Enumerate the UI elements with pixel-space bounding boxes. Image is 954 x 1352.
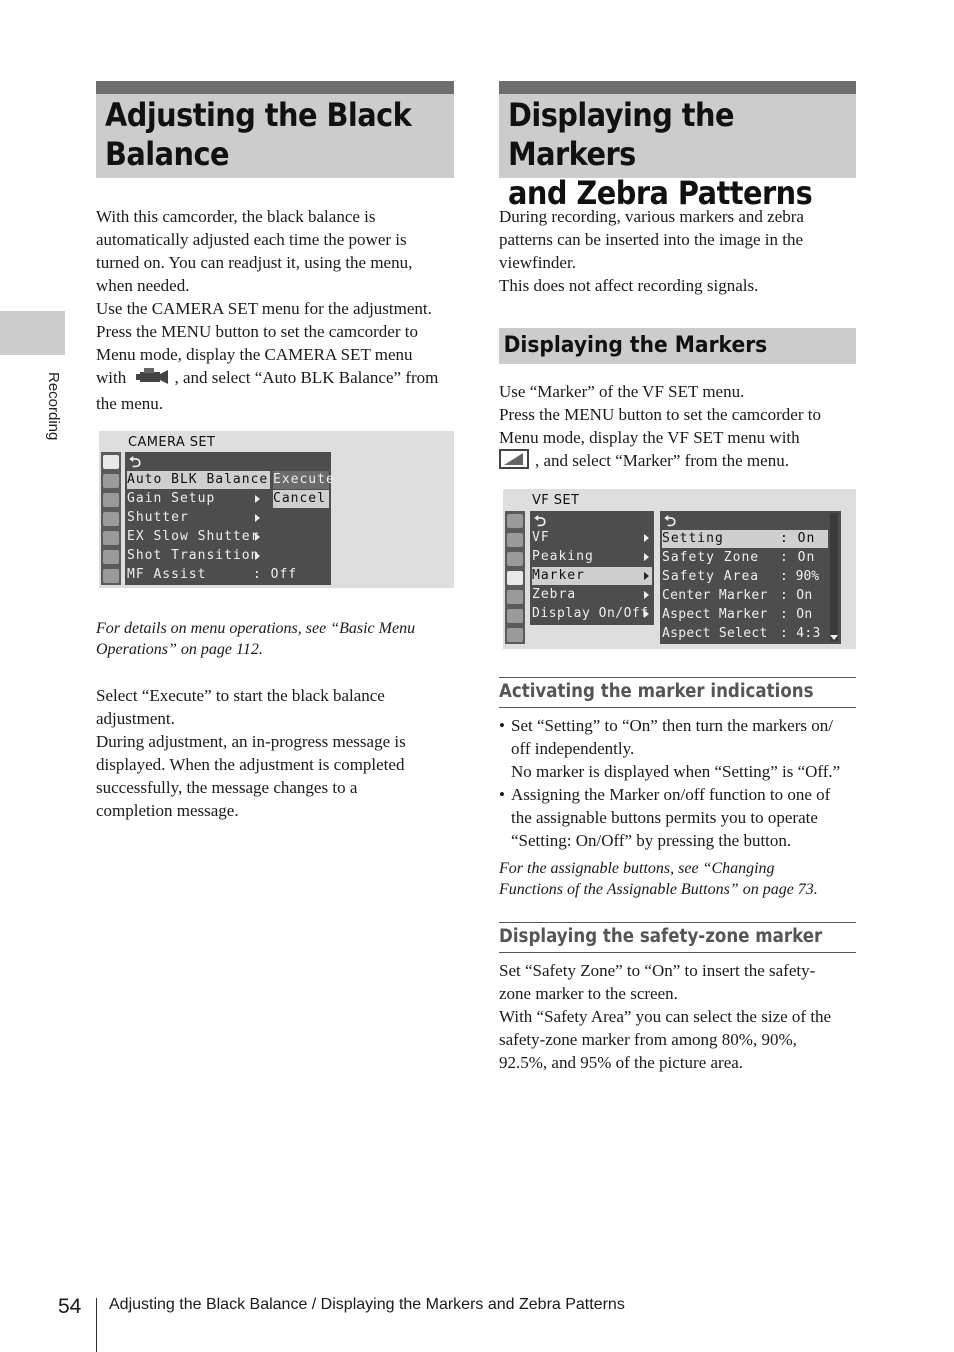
submenu-item-safety-area[interactable]: Safety Area : 90% [662,569,820,584]
subheading-safety-zone: Displaying the safety-zone marker [499,926,823,947]
submenu-arrow-icon [644,534,649,542]
return-icon[interactable]: ⮌ [129,453,142,471]
vf-set-menu-list [530,511,654,625]
menu-item-vf[interactable]: VF [532,530,550,545]
left-title-box [96,81,454,178]
bullet-item: • Set “Setting” to “On” then turn the markers on/ off independently. No marker is displayed when “Setting” is “Off.” [499,714,864,783]
right-title: Displaying the Markers and Zebra Patterns [508,96,813,212]
return-icon[interactable]: ⮌ [664,512,677,530]
camera-set-menu-screen [99,431,454,588]
submenu-item-aspect-marker[interactable]: Aspect Marker : On [662,607,813,622]
right-title-box [499,81,856,212]
submenu-item-aspect-select[interactable]: Aspect Select : 4:3 [662,626,821,641]
others-grid-icon [103,569,119,583]
submenu-arrow-icon [644,591,649,599]
camera-icon [134,366,170,392]
camera-set-menu-list [125,452,335,585]
menu-item-shot-transition[interactable]: Shot Transition [127,548,260,563]
subheading-safety-zone-box [499,922,856,953]
marker-submenu [660,511,841,644]
menu-item-marker[interactable]: Marker [532,567,652,585]
scroll-down-arrow-icon[interactable] [830,635,838,640]
section-heading-box [499,328,856,364]
subheading-activating: Activating the marker indications [499,681,814,702]
right-note: For the assignable buttons, see “Changing Functions of the Assignable Buttons” on page 73. [499,860,818,898]
side-tab [0,311,65,355]
menu-item-ex-slow-shutter[interactable]: EX Slow Shutter [127,529,260,544]
left-title: Adjusting the Black Balance [105,96,412,173]
other-icon [103,550,119,564]
menu-item-shutter[interactable]: Shutter [127,510,189,525]
option-execute[interactable]: Execute [273,472,335,487]
left-intro: With this camcorder, the black balance is automatically adjusted each time the power is turned on. You can readjust it, using the menu, when needed. Use the CAMERA SET menu for the adjustment. Press the MENU button to set the camcorder to Menu mode, display the CAMERA SET menu with , and select “Auto BLK Balance” from the menu. [96,207,439,414]
menu-item-zebra[interactable]: Zebra [532,587,577,602]
camera-set-menu-title: CAMERA SET [128,435,216,450]
submenu-item-center-marker[interactable]: Center Marker : On [662,588,813,603]
other-icon [507,609,523,623]
submenu-arrow-icon [255,495,260,503]
subheading-activating-box [499,677,856,708]
menu-icon-strip [101,452,121,585]
others-grid-icon [507,628,523,642]
section-heading: Displaying the Markers [503,333,768,358]
return-icon[interactable]: ⮌ [534,512,547,530]
vf-set-menu-screen [503,489,856,649]
vf-set-icon [499,449,529,475]
running-title: Adjusting the Black Balance / Displaying the Markers and Zebra Patterns [109,1296,625,1313]
left-body: Select “Execute” to start the black balance adjustment. During adjustment, an in-progress message is displayed. When the adjustment is completed successfully, the message changes to a completion message. [96,686,406,820]
menu-item-mf-assist[interactable]: MF Assist [127,567,207,582]
markers-intro: Use “Marker” of the VF SET menu. Press the MENU button to set the camcorder to Menu mode, display the VF SET menu with , and select “Marker” from the menu. [499,380,864,475]
submenu-arrow-icon [644,572,649,580]
menu-item-display-on-off[interactable]: Display On/Off [532,606,649,621]
camera-set-icon [103,455,119,469]
lcd-vf-set-icon [103,512,119,526]
bullet-item: • Assigning the Marker on/off function to one of the assignable buttons permits you to operate “Setting: On/Off” by pressing the button. [499,783,864,852]
vf-set-menu-title: VF SET [532,493,580,508]
tc-ub-set-icon [103,531,119,545]
right-intro: During recording, various markers and zebra patterns can be inserted into the image in the viewfinder. This does not affect recording signals. [499,207,804,295]
menu-item-gain-setup[interactable]: Gain Setup [127,491,216,506]
marker-bullets [499,714,864,852]
submenu-arrow-icon [644,553,649,561]
submenu-arrow-icon [255,552,260,560]
submenu-arrow-icon [255,514,260,522]
mf-assist-value: : Off [253,567,298,582]
submenu-arrow-icon [255,533,260,541]
audio-set-icon [507,533,523,547]
submenu-item-setting[interactable]: Setting : On [662,530,828,548]
menu-item-auto-blk-balance[interactable]: Auto BLK Balance [127,472,269,487]
footer-divider [96,1298,97,1352]
page-number: 54 [58,1295,82,1318]
tc-ub-set-icon [507,590,523,604]
safety-zone-text: Set “Safety Zone” to “On” to insert the safety- zone marker to the screen. With “Safety Area” you can select the size of the safety-zone marker from among 80%, 90%, 92.5%, and 95% of the picture area. [499,961,832,1072]
vf-set-icon [507,571,523,585]
video-set-icon [103,493,119,507]
submenu-arrow-icon [644,610,649,618]
submenu-scrollbar[interactable] [830,513,838,641]
menu-item-peaking[interactable]: Peaking [532,549,594,564]
submenu-item-safety-zone[interactable]: Safety Zone : On [662,550,816,565]
video-set-icon [507,552,523,566]
left-note: For details on menu operations, see “Basic Menu Operations” on page 112. [96,620,416,658]
menu-icon-strip [505,511,525,644]
option-cancel[interactable]: Cancel [273,490,329,508]
side-tab-label: Recording [45,372,62,441]
audio-set-icon [103,474,119,488]
camera-set-icon [507,514,523,528]
